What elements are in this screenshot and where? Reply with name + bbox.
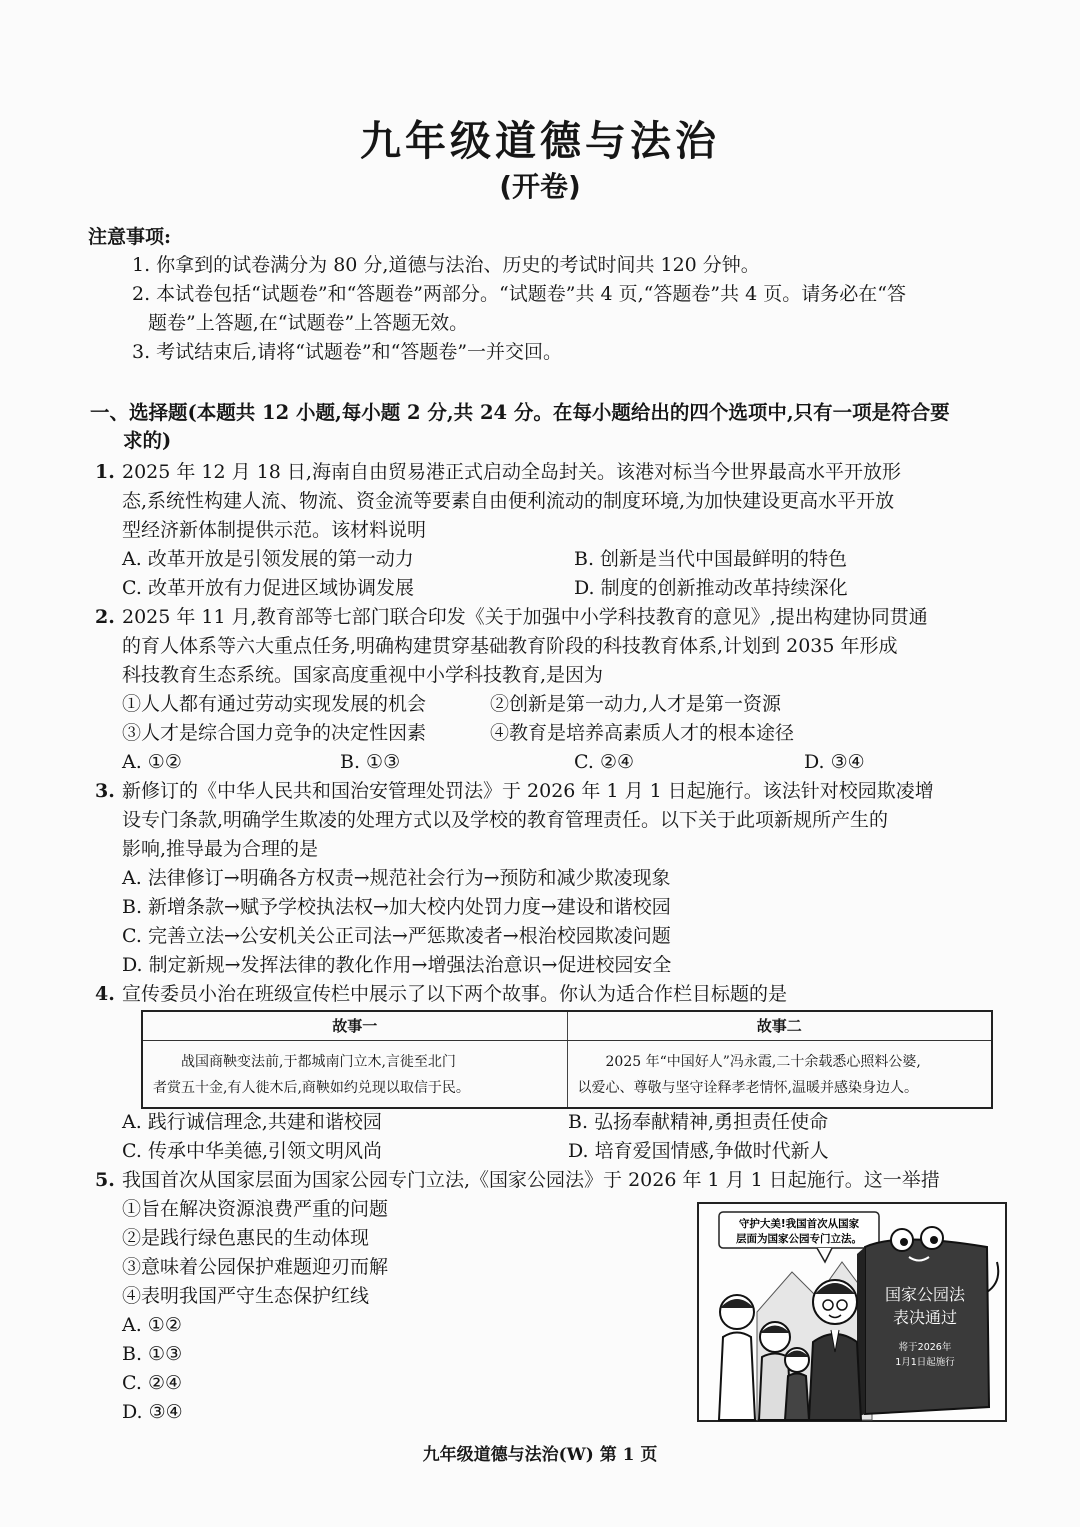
option-a: A. ①② — [122, 751, 182, 773]
story-table — [141, 1010, 993, 1109]
book-pupil-left — [900, 1238, 908, 1246]
story-two-line: 以爱心、尊敬与坚守诠释孝老情怀,温暖并感染身边人。 — [577, 1080, 918, 1096]
question-stem: 设专门条款,明确学生欺凌的处理方式以及学校的教育管理责任。以下关于此项新规所产生的 — [122, 809, 889, 831]
question-number: 3. — [95, 780, 115, 802]
section-heading: 一、选择题(本题共 12 小题,每小题 2 分,共 24 分。在每小题给出的四个选项中,只有一项是符合要 — [90, 401, 950, 424]
option-a: A. ①② — [122, 1314, 182, 1336]
notice-heading: 注意事项: — [88, 226, 172, 248]
section-heading-cont: 求的) — [123, 429, 172, 452]
option-a: A. 法律修订→明确各方权责→规范社会行为→预防和减少欺凌现象 — [122, 867, 671, 889]
story-two-line: 2025 年“中国好人”冯永霞,二十余载悉心照料公婆, — [605, 1054, 921, 1070]
question-stem: 影响,推导最为合理的是 — [122, 838, 319, 860]
page-title: 九年级道德与法治 — [360, 117, 720, 165]
option-b: B. ①③ — [122, 1343, 183, 1365]
option-d: D. 培育爱国情感,争做时代新人 — [568, 1140, 829, 1162]
page-subtitle: (开卷) — [499, 170, 581, 203]
question-number: 2. — [95, 606, 115, 628]
notice-line: 2. 本试卷包括“试题卷”和“答题卷”两部分。“试题卷”共 4 页,“答题卷”共 4 页。请务必在“答 — [132, 283, 906, 305]
question-stem: 2025 年 12 月 18 日,海南自由贸易港正式启动全岛封关。该港对标当今世界最高水平开放形 — [122, 461, 901, 483]
book-note: 1月1日起施行 — [895, 1357, 955, 1368]
notice-line: 1. 你拿到的试卷满分为 80 分,道德与法治、历史的考试时间共 120 分钟。 — [132, 254, 760, 276]
statement-item: ③人才是综合国力竞争的决定性因素 — [122, 722, 427, 744]
question-number: 5. — [95, 1169, 115, 1191]
table-header: 故事二 — [567, 1011, 992, 1041]
option-c: C. 传承中华美德,引领文明风尚 — [122, 1140, 382, 1162]
bubble-text: 守护大美!我国首次从国家 — [738, 1218, 860, 1230]
question-stem: 科技教育生态系统。国家高度重视中小学科技教育,是因为 — [122, 664, 604, 686]
question-number: 1. — [95, 461, 115, 483]
child-body — [785, 1374, 809, 1421]
statement-item: ②创新是第一动力,人才是第一资源 — [490, 693, 782, 715]
bubble-text: 层面为国家公园专门立法。 — [736, 1233, 862, 1245]
story-one-cell — [142, 1041, 567, 1109]
child-body — [719, 1333, 755, 1421]
story-one-line: 者赏五十金,有人徙木后,商鞅如约兑现以取信于民。 — [153, 1080, 470, 1096]
option-c: C. 改革开放有力促进区域协调发展 — [122, 577, 414, 599]
option-b: B. ①③ — [340, 751, 401, 773]
cartoon-illustration — [697, 1202, 1007, 1422]
question-stem: 宣传委员小治在班级宣传栏中展示了以下两个故事。你认为适合作栏目标题的是 — [122, 983, 788, 1005]
statement-item: ①人人都有通过劳动实现发展的机会 — [122, 693, 427, 715]
statement-item: ④教育是培养高素质人才的根本途径 — [490, 722, 795, 744]
notice-line: 题卷”上答题,在“试题卷”上答题无效。 — [148, 312, 469, 334]
book-title: 表决通过 — [892, 1308, 958, 1327]
statement-item: ①旨在解决资源浪费严重的问题 — [122, 1198, 389, 1220]
book-title: 国家公园法 — [884, 1285, 966, 1304]
option-c: C. 完善立法→公安机关公正司法→严惩欺凌者→根治校园欺凌问题 — [122, 925, 671, 947]
option-b: B. 创新是当代中国最鲜明的特色 — [574, 548, 848, 570]
book-note: 将于2026年 — [898, 1342, 952, 1353]
question-stem: 2025 年 11 月,教育部等七部门联合印发《关于加强中小学科技教育的意见》,提出构建协同贯通 — [122, 606, 928, 628]
page-footer: 九年级道德与法治(W) 第 1 页 — [422, 1445, 658, 1465]
option-d: D. ③④ — [804, 751, 865, 773]
story-one-line: 战国商鞅变法前,于都城南门立木,言徙至北门 — [181, 1054, 456, 1070]
question-number: 4. — [95, 983, 115, 1005]
option-c: C. ②④ — [122, 1372, 183, 1394]
option-d: D. 制定新规→发挥法律的教化作用→增强法治意识→促进校园安全 — [122, 954, 672, 976]
question-stem: 我国首次从国家层面为国家公园专门立法,《国家公园法》于 2026 年 1 月 1 日起施行。这一举措 — [122, 1169, 940, 1191]
notice-line: 3. 考试结束后,请将“试题卷”和“答题卷”一并交回。 — [132, 341, 563, 363]
option-a: A. 改革开放是引领发展的第一动力 — [122, 548, 414, 570]
story-two-cell — [567, 1041, 992, 1109]
option-b: B. 新增条款→赋予学校执法权→加大校内处罚力度→建设和谐校园 — [122, 896, 671, 918]
question-stem: 型经济新体制提供示范。该材料说明 — [122, 519, 427, 541]
statement-item: ③意味着公园保护难题迎刃而解 — [122, 1256, 389, 1278]
question-stem: 态,系统性构建人流、物流、资金流等要素自由便利流动的制度环境,为加快建设更高水平开放 — [122, 490, 895, 512]
option-d: D. 制度的创新推动改革持续深化 — [574, 577, 848, 599]
statement-item: ②是践行绿色惠民的生动体现 — [122, 1227, 370, 1249]
question-stem: 新修订的《中华人民共和国治安管理处罚法》于 2026 年 1 月 1 日起施行。该法针对校园欺凌增 — [122, 780, 934, 802]
option-b: B. 弘扬奉献精神,勇担责任使命 — [568, 1111, 829, 1133]
statement-item: ④表明我国严守生态保护红线 — [122, 1285, 370, 1307]
option-c: C. ②④ — [574, 751, 635, 773]
option-a: A. 践行诚信理念,共建和谐校园 — [122, 1111, 382, 1133]
option-d: D. ③④ — [122, 1401, 183, 1423]
question-stem: 的育人体系等六大重点任务,明确构建贯穿基础教育阶段的科技教育体系,计划到 2035 年形成 — [122, 635, 898, 657]
table-header: 故事一 — [142, 1011, 567, 1041]
book-pupil-right — [930, 1236, 938, 1244]
